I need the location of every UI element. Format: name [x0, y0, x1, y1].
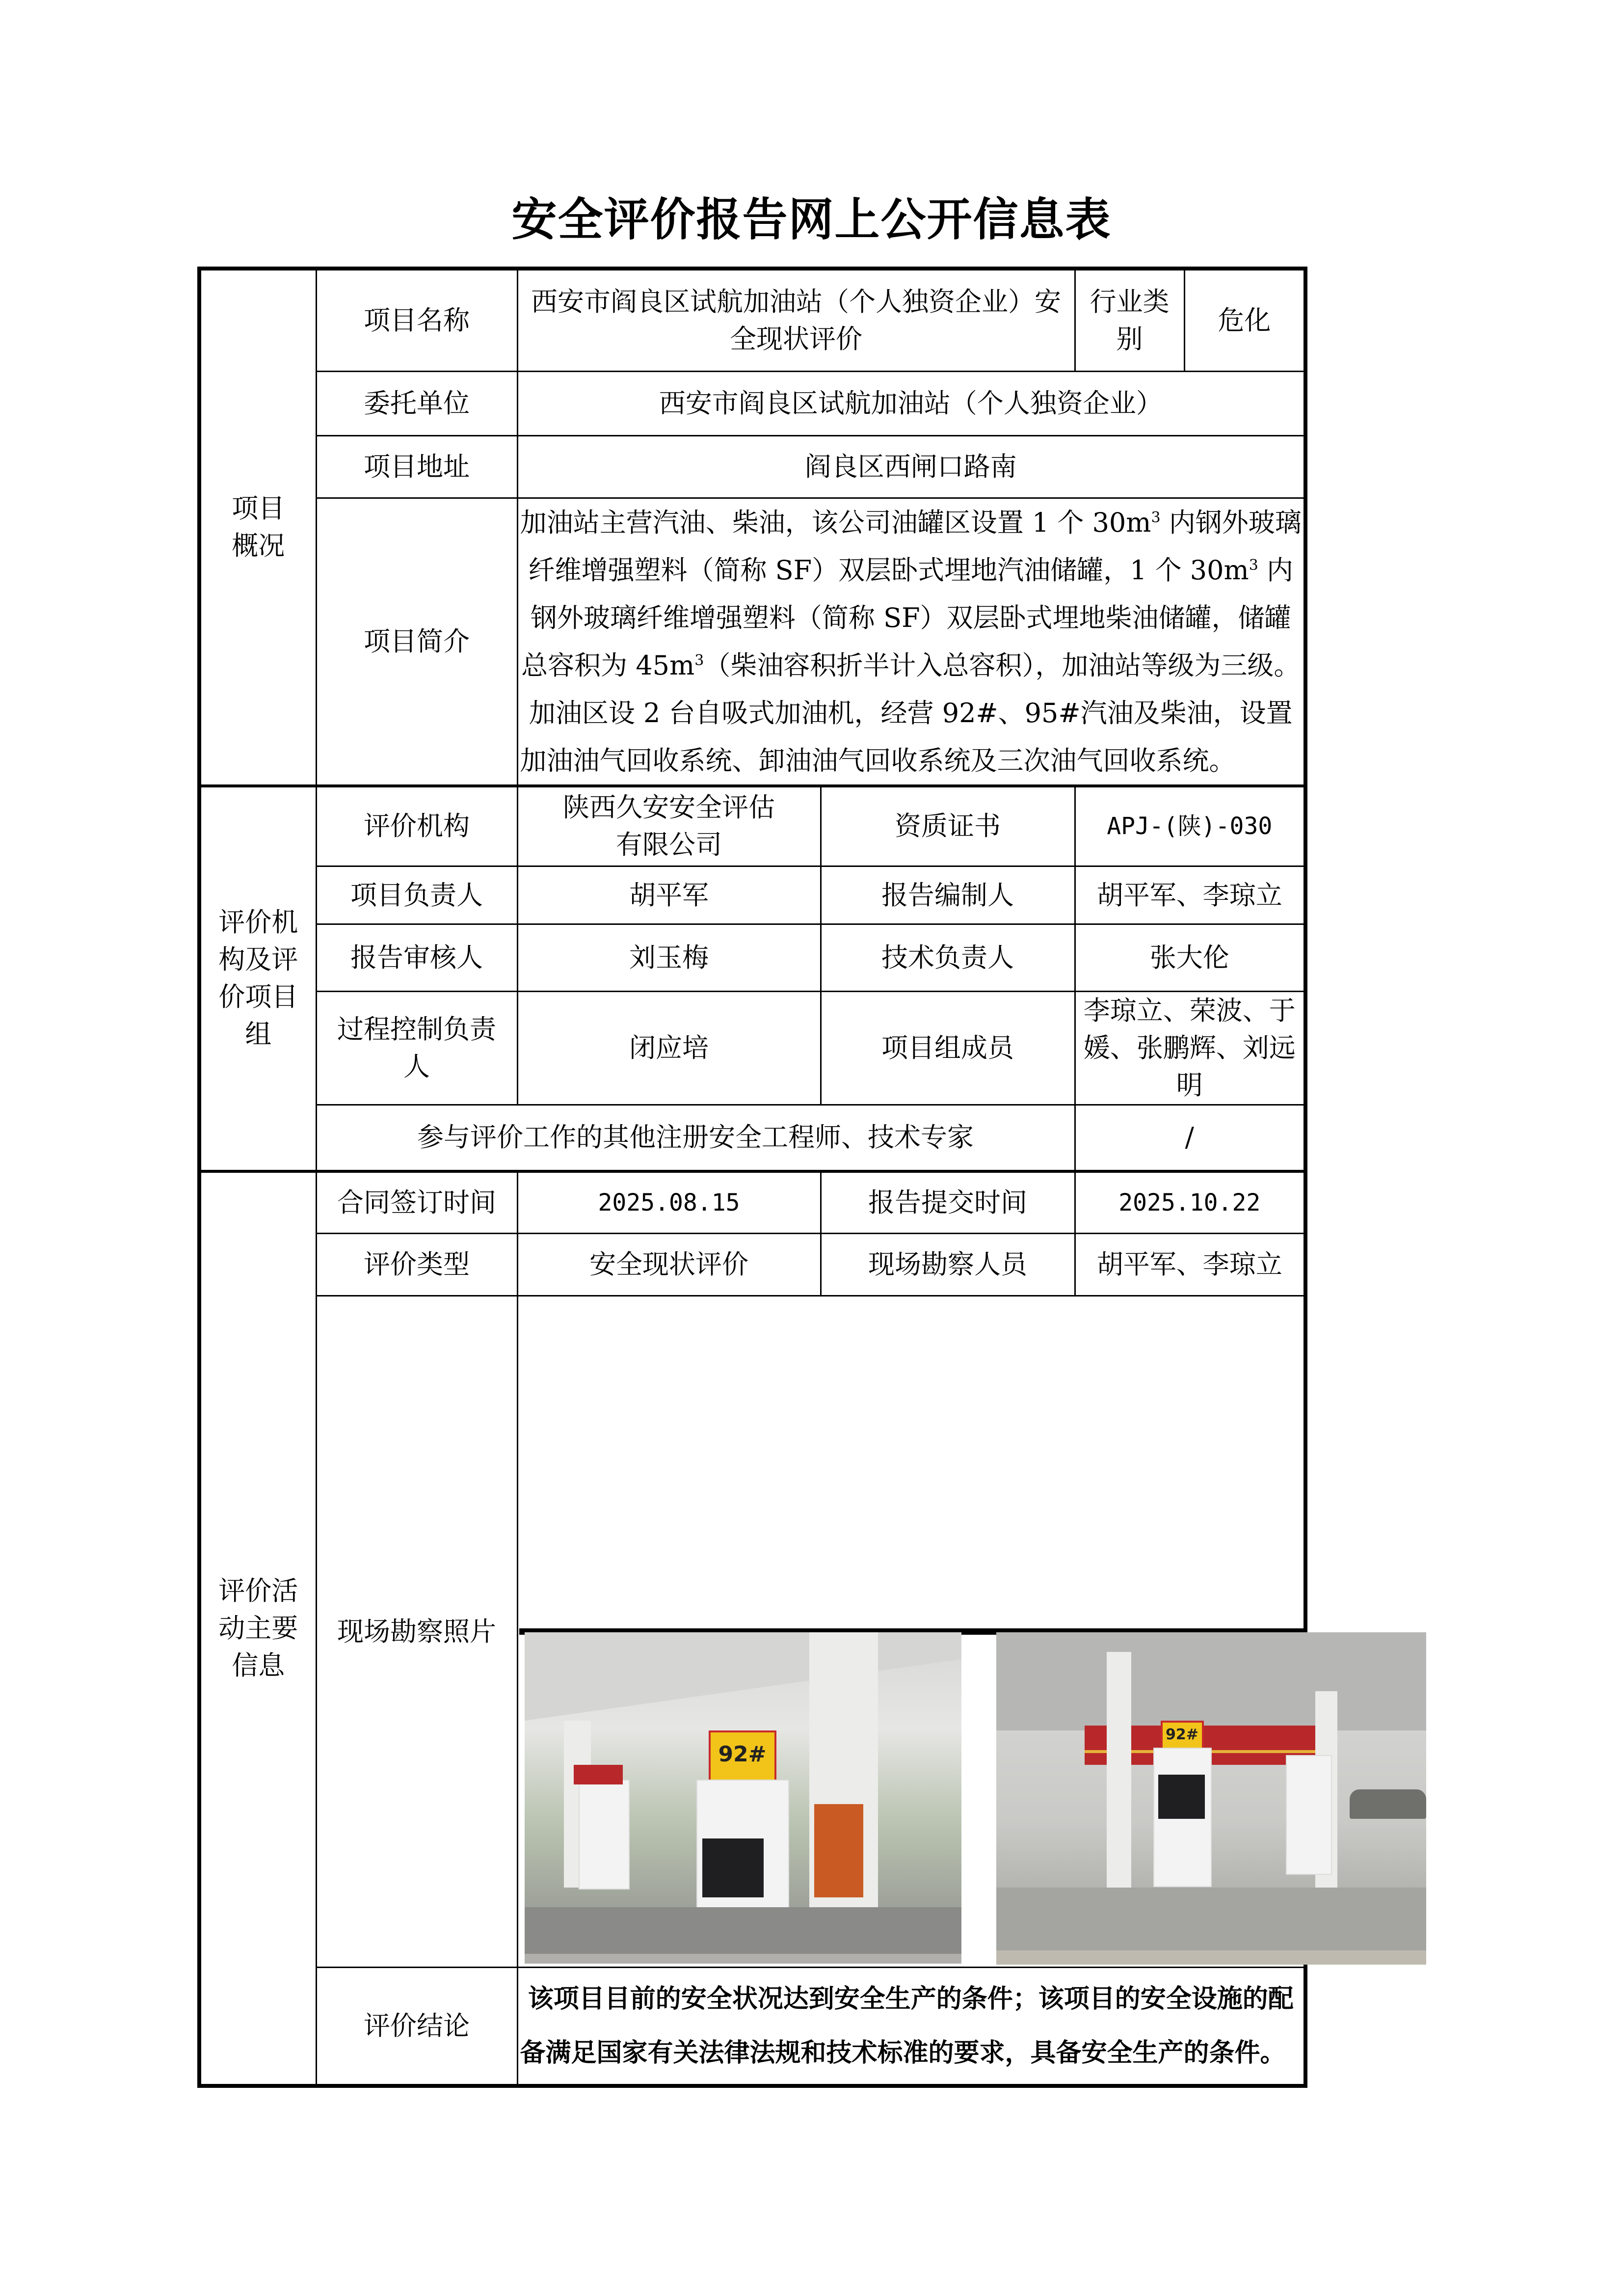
members-label: 项目组成员	[821, 992, 1075, 1105]
page-title: 安全评价报告网上公开信息表	[511, 193, 1112, 246]
parked-car	[1350, 1789, 1426, 1819]
process-label: 过程控制负责人	[316, 992, 517, 1105]
info-table	[197, 267, 1307, 2088]
conclusion-label: 评价结论	[316, 1968, 517, 2086]
section-org-label: 评价机构及评价项目组	[199, 786, 316, 1171]
agency-value: 陕西久安安全评估有限公司	[517, 786, 821, 866]
photos-label: 现场勘察照片	[316, 1296, 517, 1968]
photos-cell	[517, 1296, 1305, 1968]
agency-label: 评价机构	[316, 786, 517, 866]
client-label: 委托单位	[316, 371, 517, 435]
pump-sign-92: 92#	[709, 1730, 776, 1783]
address-label: 项目地址	[316, 435, 517, 498]
client-value: 西安市阎良区试航加油站（个人独资企业）	[517, 371, 1305, 435]
site-photo-4[interactable]	[996, 1632, 1426, 1950]
project-name-label: 项目名称	[316, 269, 517, 371]
site-photo-3[interactable]	[525, 1632, 961, 1954]
photo-cell-4	[982, 1632, 1303, 1743]
author-label: 报告编制人	[821, 866, 1075, 924]
pm-value: 胡平军	[517, 866, 821, 924]
others-value: /	[1075, 1105, 1305, 1171]
submit-date: 2025.10.22	[1075, 1171, 1305, 1234]
members-value: 李琼立、荣波、于媛、张鹏辉、刘远明	[1075, 992, 1305, 1105]
pump-sign-92b: 92#	[1161, 1721, 1204, 1752]
reviewer-value: 刘玉梅	[517, 924, 821, 992]
project-name-value: 西安市阎良区试航加油站（个人独资企业）安全现状评价	[517, 269, 1075, 371]
summary-label: 项目简介	[316, 498, 517, 786]
section-overview-label: 项目概况	[199, 269, 316, 786]
contract-label: 合同签订时间	[316, 1171, 517, 1234]
inspectors-value: 胡平军、李琼立	[1075, 1234, 1305, 1296]
inspectors-label: 现场勘察人员	[821, 1234, 1075, 1296]
tech-lead-value: 张大伦	[1075, 924, 1305, 992]
pm-label: 项目负责人	[316, 866, 517, 924]
cert-value: APJ-(陕)-030	[1075, 786, 1305, 866]
cert-label: 资质证书	[821, 786, 1075, 866]
reviewer-label: 报告审核人	[316, 924, 517, 992]
submit-label: 报告提交时间	[821, 1171, 1075, 1234]
industry-value: 危化	[1184, 269, 1305, 371]
industry-label: 行业类别	[1075, 269, 1184, 371]
section-activity-label: 评价活动主要信息	[199, 1171, 316, 2086]
eval-type-label: 评价类型	[316, 1234, 517, 1296]
eval-type-value: 安全现状评价	[517, 1234, 821, 1296]
tech-lead-label: 技术负责人	[821, 924, 1075, 992]
others-label: 参与评价工作的其他注册安全工程师、技术专家	[316, 1105, 1075, 1171]
summary-value: 加油站主营汽油、柴油，该公司油罐区设置 1 个 $30m^3$ 内钢外玻璃纤维增强塑料（简称 SF）双层卧式埋地汽油储罐，1 个 $30m^3$ 内钢外玻璃纤维增强塑料（简称 SF）双层卧式埋地柴油储罐，储罐总容积为 $45m^3$（柴油容积折半计入总容积），加油站等级为三级。加油区设 2 台自吸式加油机，经营 92#、95#汽油及柴油，设置加油油气回收系统、卸油油气回收系统及三次油气回收系统。	[517, 498, 1305, 786]
conclusion-value: 该项目目前的安全状况达到安全生产的条件；该项目的安全设施的配备满足国家有关法律法规和技术标准的要求，具备安全生产的条件。	[517, 1968, 1305, 2086]
contract-date: 2025.08.15	[517, 1171, 821, 1234]
address-value: 阎良区西闸口路南	[517, 435, 1305, 498]
process-value: 闭应培	[517, 992, 821, 1105]
author-value: 胡平军、李琼立	[1075, 866, 1305, 924]
photos-grid	[519, 1628, 1304, 1767]
photo-cell-3	[520, 1632, 982, 1767]
